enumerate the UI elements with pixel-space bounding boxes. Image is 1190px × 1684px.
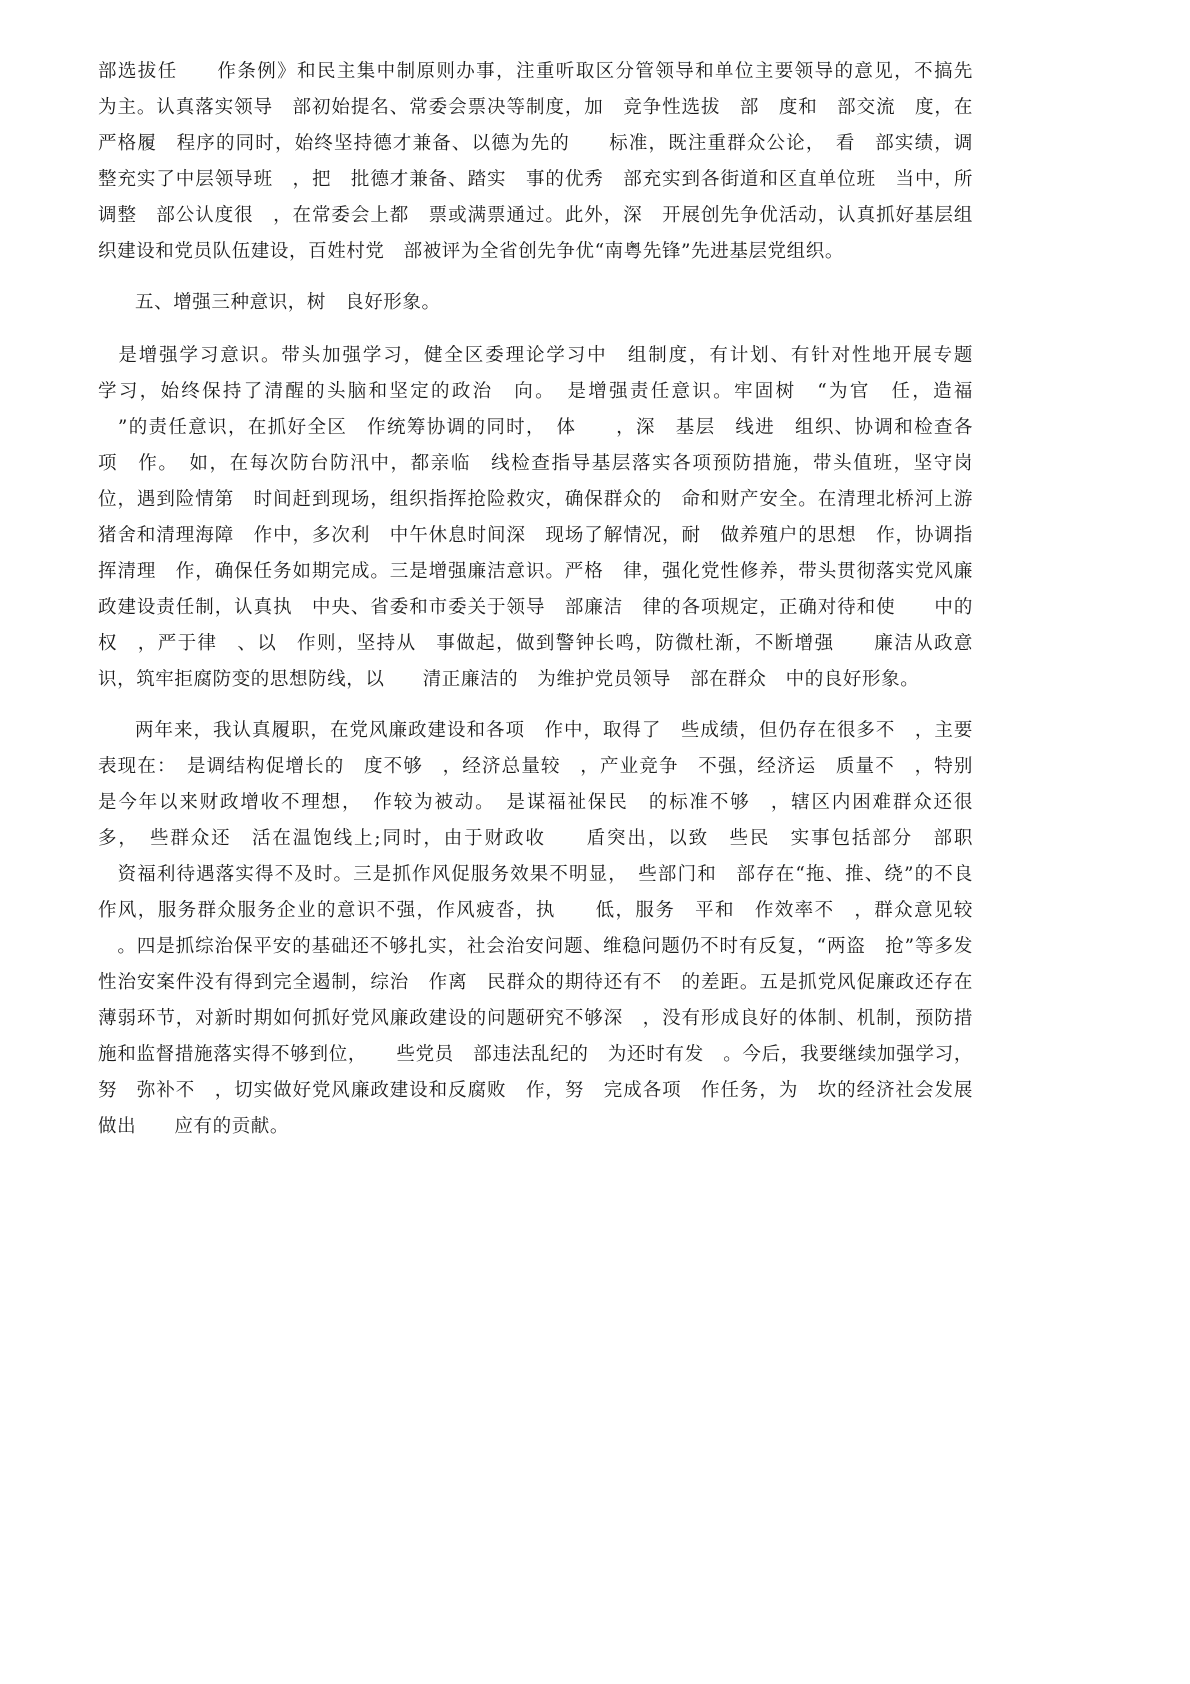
text-line: 施和监督措施落实得不够到位， 些党员 部违法乱纪的 为还时有发 。今后，我要继续加强学习， — [98, 1044, 973, 1065]
text-line: 猪舍和清理海障 作中，多次利 中午休息时间深 现场了解情况，耐 做养殖户的思想 作，协调指 — [98, 525, 973, 546]
text-line: 位，遇到险情第 时间赶到现场，组织指挥抢险救灾，确保群众的 命和财产安全。在清理北桥河上游 — [98, 489, 973, 510]
text-line: 多， 些群众还 活在温饱线上;同时，由于财政收 盾突出，以致 些民 实事包括部分 部职 — [98, 828, 973, 849]
text-line: 做出 应有的贡献。 — [98, 1116, 290, 1137]
text-line: 部选拔任 作条例》和民主集中制原则办事，注重听取区分管领导和单位主要领导的意见，不搞先 — [98, 61, 973, 82]
text-line: 是增强学习意识。带头加强学习，健全区委理论学习中 组制度，有计划、有针对性地开展专题 — [98, 345, 973, 366]
paragraph-shortcomings — [98, 713, 973, 1145]
text-line: 挥清理 作，确保任务如期完成。三是增强廉洁意识。严格 律，强化党性修养，带头贯彻落实党风廉 — [98, 561, 973, 582]
text-line: 政建设责任制，认真执 中央、省委和市委关于领导 部廉洁 律的各项规定，正确对待和使 中的 — [98, 597, 973, 618]
text-line: 为主。认真落实领导 部初始提名、常委会票决等制度，加 竞争性选拔 部 度和 部交流 度，在 — [98, 97, 973, 118]
text-line: 努 弥补不 ，切实做好党风廉政建设和反腐败 作，努 完成各项 作任务，为 坎的经济社会发展 — [98, 1080, 973, 1101]
text-line: 调整 部公认度很 ，在常委会上都 票或满票通过。此外，深 开展创先争优活动，认真抓好基层组 — [98, 205, 973, 226]
paragraph-cadre-selection — [98, 54, 973, 270]
text-line: 资福利待遇落实得不及时。三是抓作风促服务效果不明显， 些部门和 部存在“拖、推、绕”的不良 — [98, 864, 973, 885]
text-line: 严格履 程序的同时，始终坚持德才兼备、以德为先的 标准，既注重群众公论， 看 部实绩，调 — [98, 133, 973, 154]
text-line: 薄弱环节，对新时期如何抓好党风廉政建设的问题研究不够深 ，没有形成良好的体制、机制，预防措 — [98, 1008, 973, 1029]
paragraph-three-awareness — [98, 338, 973, 698]
text-line: 两年来，我认真履职，在党风廉政建设和各项 作中，取得了 些成绩，但仍存在很多不 ，主要 — [135, 720, 973, 741]
text-line: 是今年以来财政增收不理想， 作较为被动。 是谋福祉保民 的标准不够 ，辖区内困难群众还很 — [98, 792, 973, 813]
heading-text: 五、增强三种意识，树 良好形象。 — [135, 292, 441, 313]
text-line: 表现在： 是调结构促增长的 度不够 ，经济总量较 ，产业竞争 不强，经济运 质量不 ，特别 — [98, 756, 973, 777]
text-line: 作风，服务群众服务企业的意识不强，作风疲沓，执 低，服务 平和 作效率不 ，群众意见较 — [98, 900, 973, 921]
text-line: 项 作。 如，在每次防台防汛中，都亲临 线检查指导基层落实各项预防措施，带头值班，坚守岗 — [98, 453, 973, 474]
text-line: 识，筑牢拒腐防变的思想防线，以 清正廉洁的 为维护党员领导 部在群众 中的良好形象。 — [98, 669, 920, 690]
text-line: 整充实了中层领导班 ，把 批德才兼备、踏实 事的优秀 部充实到各街道和区直单位班 当中，所 — [98, 169, 973, 190]
text-line: 织建设和党员队伍建设，百姓村党 部被评为全省创先争优“南粤先锋”先进基层党组织。 — [98, 241, 844, 262]
text-line: 。四是抓综治保平安的基础还不够扎实，社会治安问题、维稳问题仍不时有反复，“两盗 抢”等多发 — [98, 936, 973, 957]
text-line: ”的责任意识，在抓好全区 作统筹协调的同时， 体 ，深 基层 线进 组织、协调和检查各 — [98, 417, 973, 438]
section-heading — [98, 285, 973, 321]
text-line: 权 ，严于律 、以 作则，坚持从 事做起，做到警钟长鸣，防微杜渐，不断增强 廉洁从政意 — [98, 633, 973, 654]
text-line: 学习，始终保持了清醒的头脑和坚定的政治 向。 是增强责任意识。牢固树 “为官 任，造福 — [98, 381, 973, 402]
text-line: 性治安案件没有得到完全遏制，综治 作离 民群众的期待还有不 的差距。五是抓党风促廉政还存在 — [98, 972, 973, 993]
